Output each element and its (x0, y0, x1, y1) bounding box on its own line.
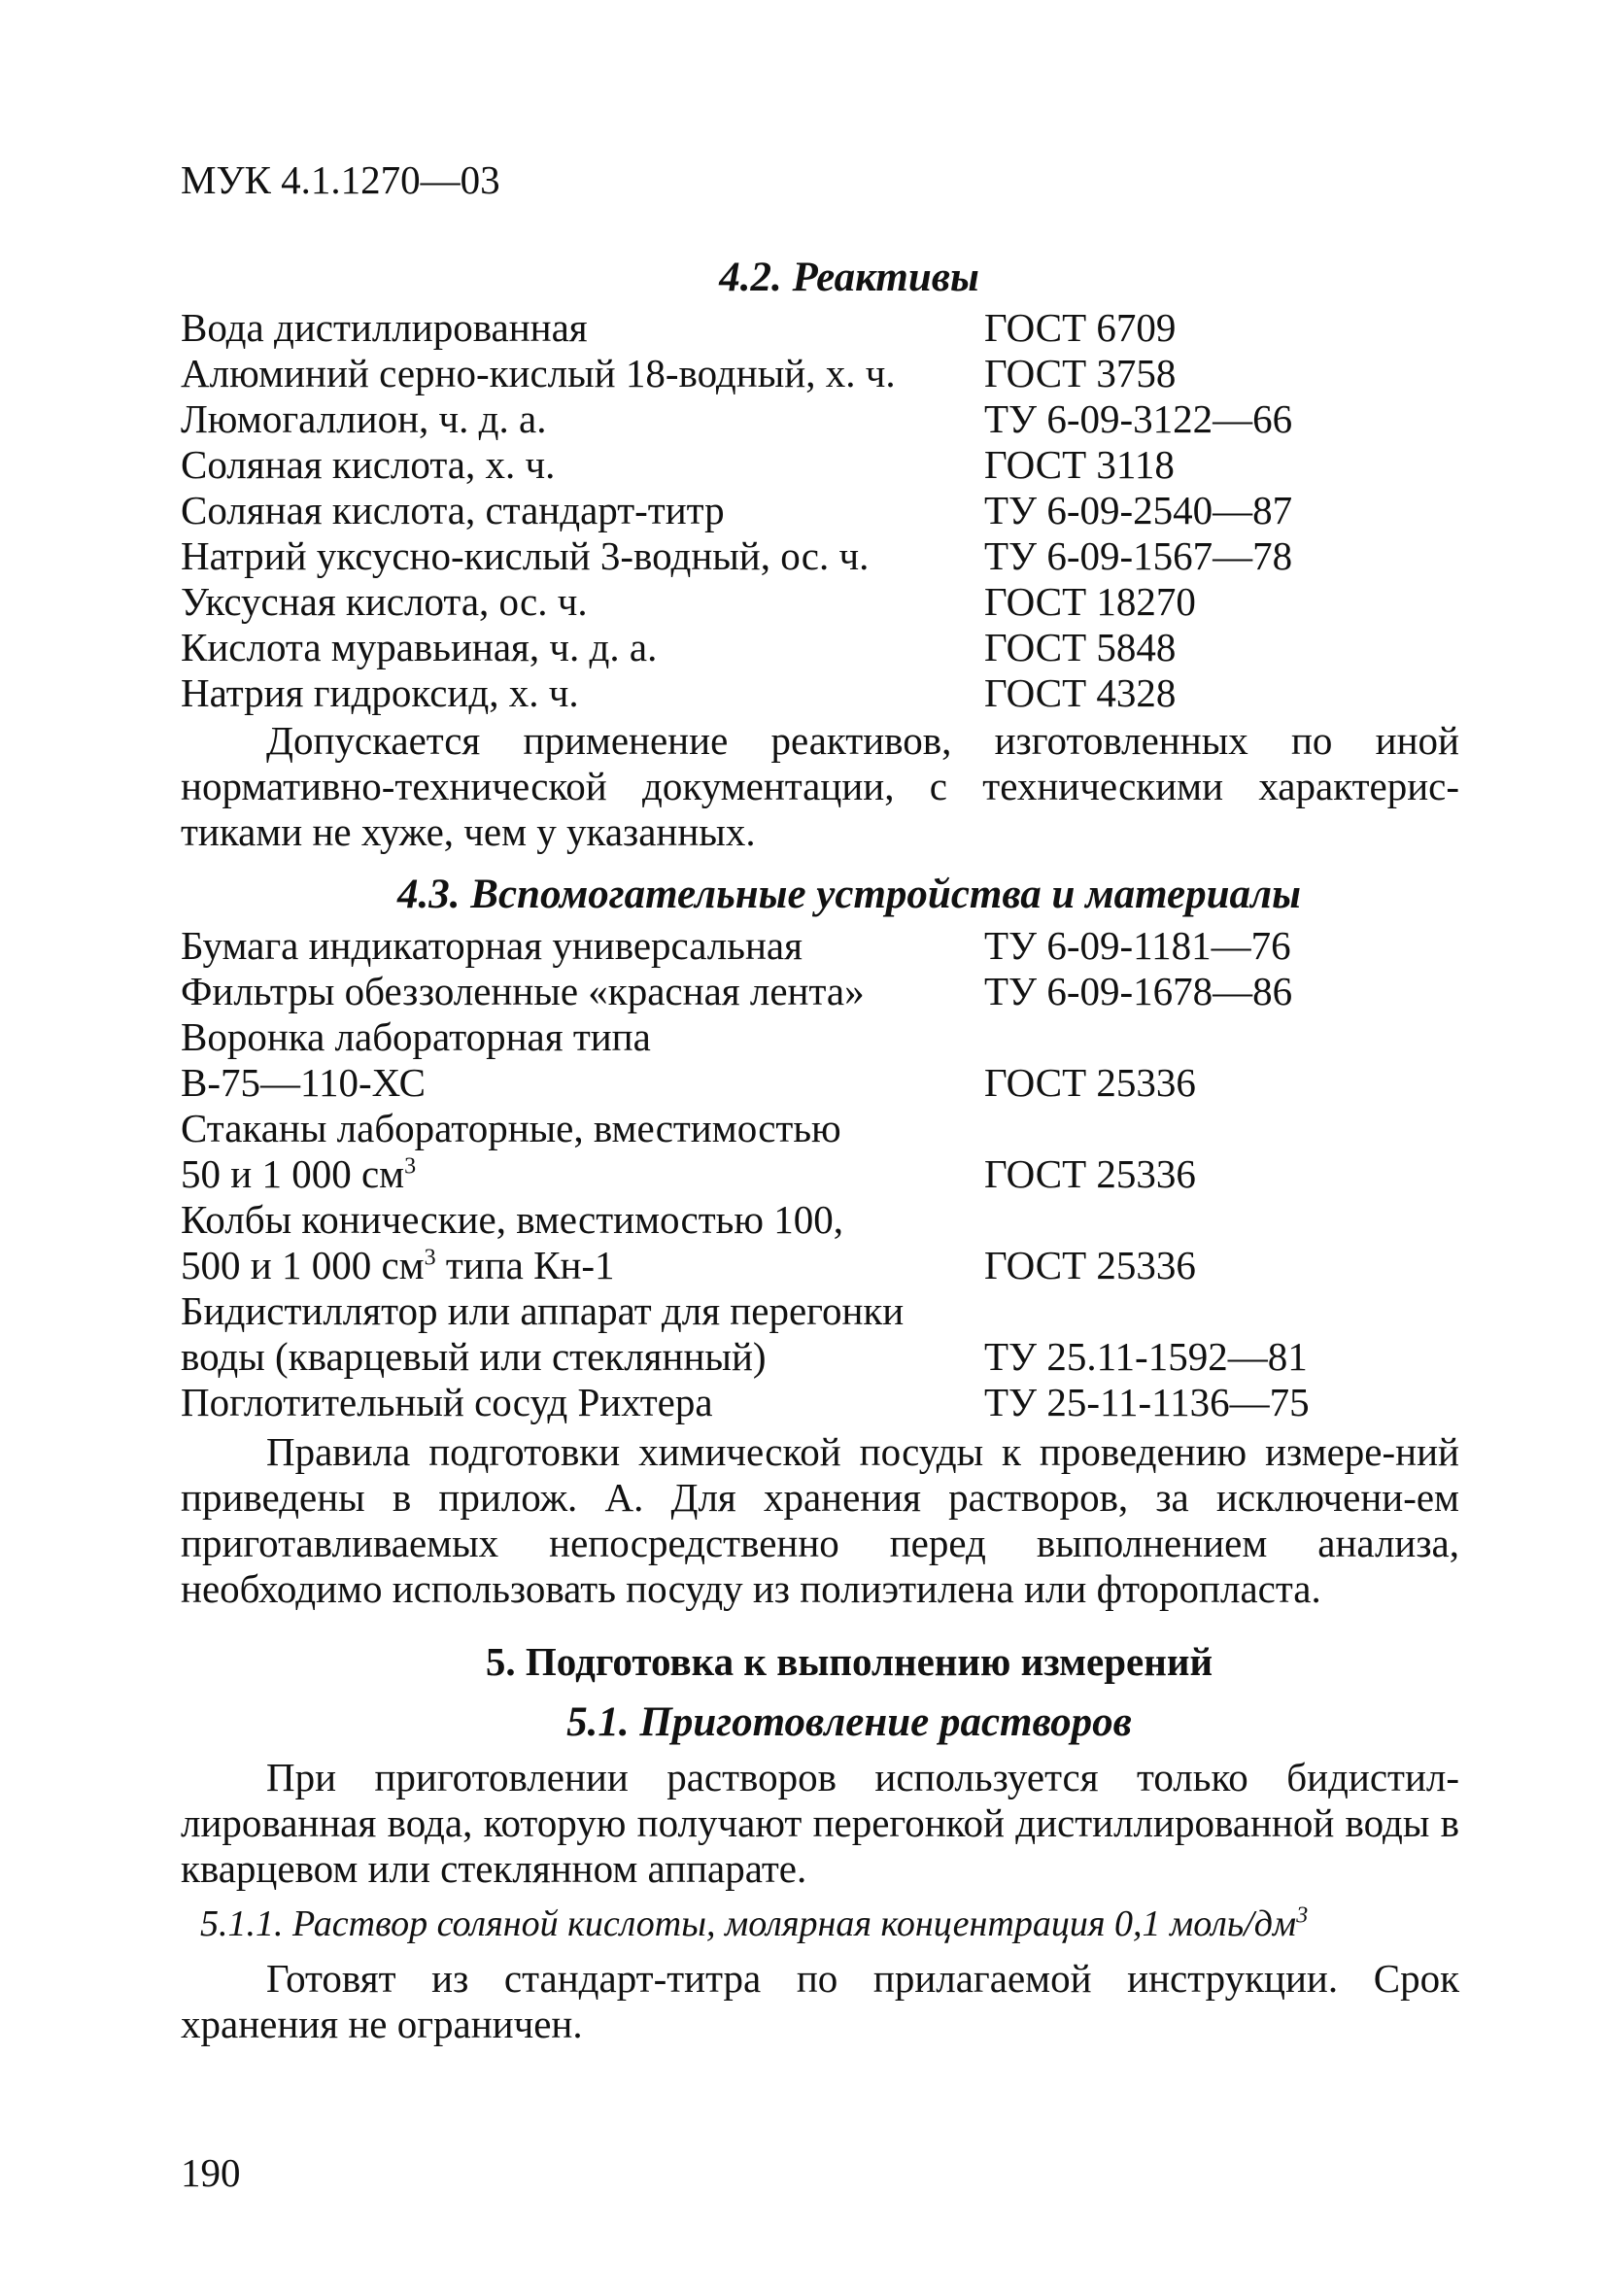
item-name: Вода дистиллированная (181, 305, 588, 350)
equipment-item (181, 1197, 1459, 1288)
item-name: Стаканы лабораторные, вместимостью (181, 1106, 841, 1150)
item-ref: ТУ 6-09-3122—66 (984, 396, 1293, 441)
section-title: 4.2. Реактивы (719, 255, 979, 300)
section-title: 4.3. Вспомогательные устройства и материалы (397, 872, 1301, 917)
item-name: Бумага индикаторная универсальная (181, 923, 803, 968)
section-4-3 (181, 867, 1459, 1612)
list-item (181, 396, 1459, 442)
subsection-paragraph: При приготовлении растворов используется только бидистил-лированная вода, которую получают перегонкой дистиллированной воды в кварцевом или стеклянном аппарате. (181, 1755, 1459, 1891)
page-number: 190 (181, 2150, 241, 2195)
item-ref: ТУ 25-11-1136—75 (984, 1380, 1310, 1424)
item-name-cont: 500 и 1 000 см (181, 1243, 425, 1287)
superscript: 3 (424, 1245, 436, 1271)
reagents-note: Допускается применение реактивов, изготовленных по иной нормативно-технической документации, с техническими характерис-тиками не хуже, чем у указанных. (181, 718, 1459, 854)
item-name: Соляная кислота, стандарт-титр (181, 488, 725, 532)
equipment-note: Правила подготовки химической посуды к проведению измере-ний приведены в прилож. А. Для хранения растворов, за исключени-ем приготавливаемых непосредственно перед выполнением анализа, необходимо использовать посуду из полиэтилена или фторопласта. (181, 1429, 1459, 1611)
list-item (181, 533, 1459, 579)
superscript: 3 (404, 1153, 417, 1180)
item-name-cont: типа Кн-1 (435, 1243, 615, 1287)
superscript: 3 (1296, 1902, 1309, 1929)
list-item (181, 442, 1459, 488)
section-4-2 (181, 251, 1459, 855)
section-5 (181, 1632, 1459, 2047)
item-name: Алюминий серно-кислый 18-водный, х. ч. (181, 351, 896, 395)
item-ref: ГОСТ 25336 (984, 1151, 1196, 1196)
equipment-item (181, 1380, 1459, 1425)
subsubsection-title-text: 5.1.1. Раствор соляной кислоты, молярная концентрация 0,1 моль/дм (200, 1903, 1297, 1944)
item-name: Колбы конические, вместимостью 100, (181, 1197, 843, 1242)
item-ref: ГОСТ 3118 (984, 442, 1175, 487)
equipment-item (181, 1106, 1459, 1197)
equipment-list (181, 923, 1459, 1014)
item-name: Натрий уксусно-кислый 3-водный, ос. ч. (181, 533, 870, 578)
item-name: Люмогаллион, ч. д. а. (181, 396, 547, 441)
list-item (181, 488, 1459, 533)
item-ref: ТУ 6-09-1678—86 (984, 969, 1293, 1013)
item-ref: ТУ 25.11-1592—81 (984, 1334, 1308, 1379)
item-ref: ГОСТ 25336 (984, 1060, 1196, 1105)
item-ref: ГОСТ 6709 (984, 305, 1177, 350)
subsubsection-title (181, 1892, 1459, 1956)
section-title: 5. Подготовка к выполнению измерений (485, 1639, 1213, 1684)
list-item (181, 351, 1459, 396)
item-ref: ГОСТ 3758 (984, 351, 1177, 395)
item-ref: ТУ 6-09-2540—87 (984, 488, 1293, 532)
item-name-cont: В-75—110-ХС (181, 1060, 427, 1105)
item-ref: ГОСТ 18270 (984, 579, 1196, 624)
list-item (181, 625, 1459, 670)
list-item (181, 923, 1459, 969)
item-ref: ТУ 6-09-1567—78 (984, 533, 1293, 578)
item-name-cont: воды (кварцевый или стеклянный) (181, 1334, 767, 1379)
item-name: Воронка лабораторная типа (181, 1014, 651, 1059)
list-item (181, 670, 1459, 716)
item-name: Поглотительный сосуд Рихтера (181, 1380, 713, 1424)
document-code: МУК 4.1.1270—03 (181, 157, 500, 202)
item-name: Бидистиллятор или аппарат для перегонки (181, 1288, 905, 1333)
item-name-cont: 50 и 1 000 см (181, 1151, 405, 1196)
item-name: Соляная кислота, х. ч. (181, 442, 556, 487)
item-name: Кислота муравьиная, ч. д. а. (181, 625, 658, 669)
subsection-title: 5.1. Приготовление растворов (566, 1699, 1132, 1745)
subsubsection-paragraph: Готовят из стандарт-титра по прилагаемой инструкции. Срок хранения не ограничен. (181, 1956, 1459, 2046)
item-name: Фильтры обеззоленные «красная лента» (181, 969, 865, 1013)
item-ref: ТУ 6-09-1181—76 (984, 923, 1291, 968)
equipment-item (181, 1288, 1459, 1380)
list-item (181, 969, 1459, 1014)
reagents-list (181, 305, 1459, 716)
item-ref: ГОСТ 4328 (984, 670, 1177, 715)
item-name: Уксусная кислота, ос. ч. (181, 579, 588, 624)
item-ref: ГОСТ 5848 (984, 625, 1177, 669)
list-item (181, 305, 1459, 351)
item-ref: ГОСТ 25336 (984, 1243, 1196, 1287)
equipment-item (181, 1014, 1459, 1106)
item-name: Натрия гидроксид, х. ч. (181, 670, 579, 715)
list-item (181, 579, 1459, 625)
